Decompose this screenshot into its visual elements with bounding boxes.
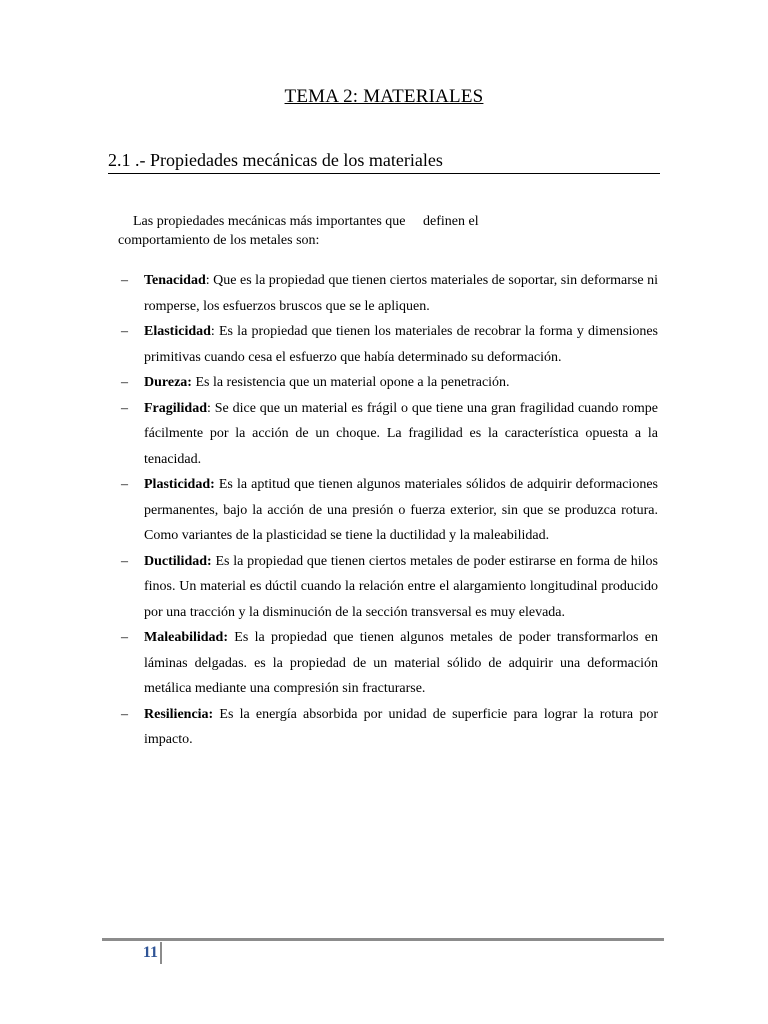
list-item <box>118 702 658 753</box>
term-definition: : Se dice que un material es frágil o que tiene una gran fragilidad cuando rompe fácilmente por la acción de un choque. La fragilidad es la característica opuesta a la tenacidad. <box>144 400 658 467</box>
term-label: Dureza: <box>144 375 192 390</box>
bullet-dash: – <box>121 400 128 416</box>
page-number: 11 <box>142 944 158 961</box>
footer-rule <box>102 938 664 941</box>
intro-line-2: comportamiento de los metales son: <box>118 233 320 248</box>
term-definition: : Es la propiedad que tienen los materiales de recobrar la forma y dimensiones primitivas cuando cesa el esfuerzo que había determinado su deformación. <box>144 324 658 365</box>
list-item <box>118 472 658 549</box>
list-item <box>118 549 658 626</box>
list-item <box>118 370 658 396</box>
properties-list <box>118 268 658 753</box>
list-item <box>118 396 658 473</box>
term-label: Ductilidad: <box>144 553 212 569</box>
list-item <box>118 625 658 702</box>
term-definition: Es la propiedad que tienen algunos metales de poder transformarlos en láminas delgadas. es la propiedad de un material sólido de adquirir una deformación metálica mediante una compresión sin fracturarse. <box>144 630 658 696</box>
term-label: Plasticidad: <box>144 477 215 492</box>
bullet-dash: – <box>121 375 128 390</box>
bullet-dash: – <box>121 273 128 288</box>
bullet-dash: – <box>121 324 128 339</box>
page-title: TEMA 2: MATERIALES <box>284 86 484 107</box>
bullet-dash: – <box>121 630 128 645</box>
term-label: Resiliencia: <box>144 706 214 722</box>
page-number-divider <box>160 942 162 964</box>
term-definition: Es la aptitud que tienen algunos materiales sólidos de adquirir deformaciones permanentes, bajo la acción de una presión o fuerza exterior, sin que se produzca rotura. Como variantes de la plasticidad se tiene la ductilidad y la maleabilidad. <box>144 477 658 543</box>
term-label: Maleabilidad: <box>144 630 229 645</box>
term-definition: Es la energía absorbida por unidad de superficie para lograr la rotura por impacto. <box>144 706 658 747</box>
term-definition: Es la resistencia que un material opone a la penetración. <box>191 375 510 390</box>
section-heading: 2.1 .- Propiedades mecánicas de los materiales <box>108 150 660 174</box>
term-label: Elasticidad <box>144 324 211 339</box>
list-item <box>118 319 658 370</box>
list-item <box>118 268 658 319</box>
intro-line-1: Las propiedades mecánicas más importantes que definen el <box>133 214 479 229</box>
term-definition: : Que es la propiedad que tienen ciertos materiales de soportar, sin deformarse ni romperse, los esfuerzos bruscos que se le apliquen. <box>144 273 658 314</box>
term-definition: Es la propiedad que tienen ciertos metales de poder estirarse en forma de hilos finos. Un material es dúctil cuando la relación entre el alargamiento longitudinal producido por una tracción y la disminución de la sección transversal es muy elevada. <box>144 553 658 620</box>
bullet-dash: – <box>121 706 128 722</box>
term-label: Tenacidad <box>144 273 206 288</box>
bullet-dash: – <box>121 477 128 492</box>
term-label: Fragilidad <box>144 400 208 416</box>
intro-paragraph <box>118 212 538 250</box>
bullet-dash: – <box>121 553 128 569</box>
